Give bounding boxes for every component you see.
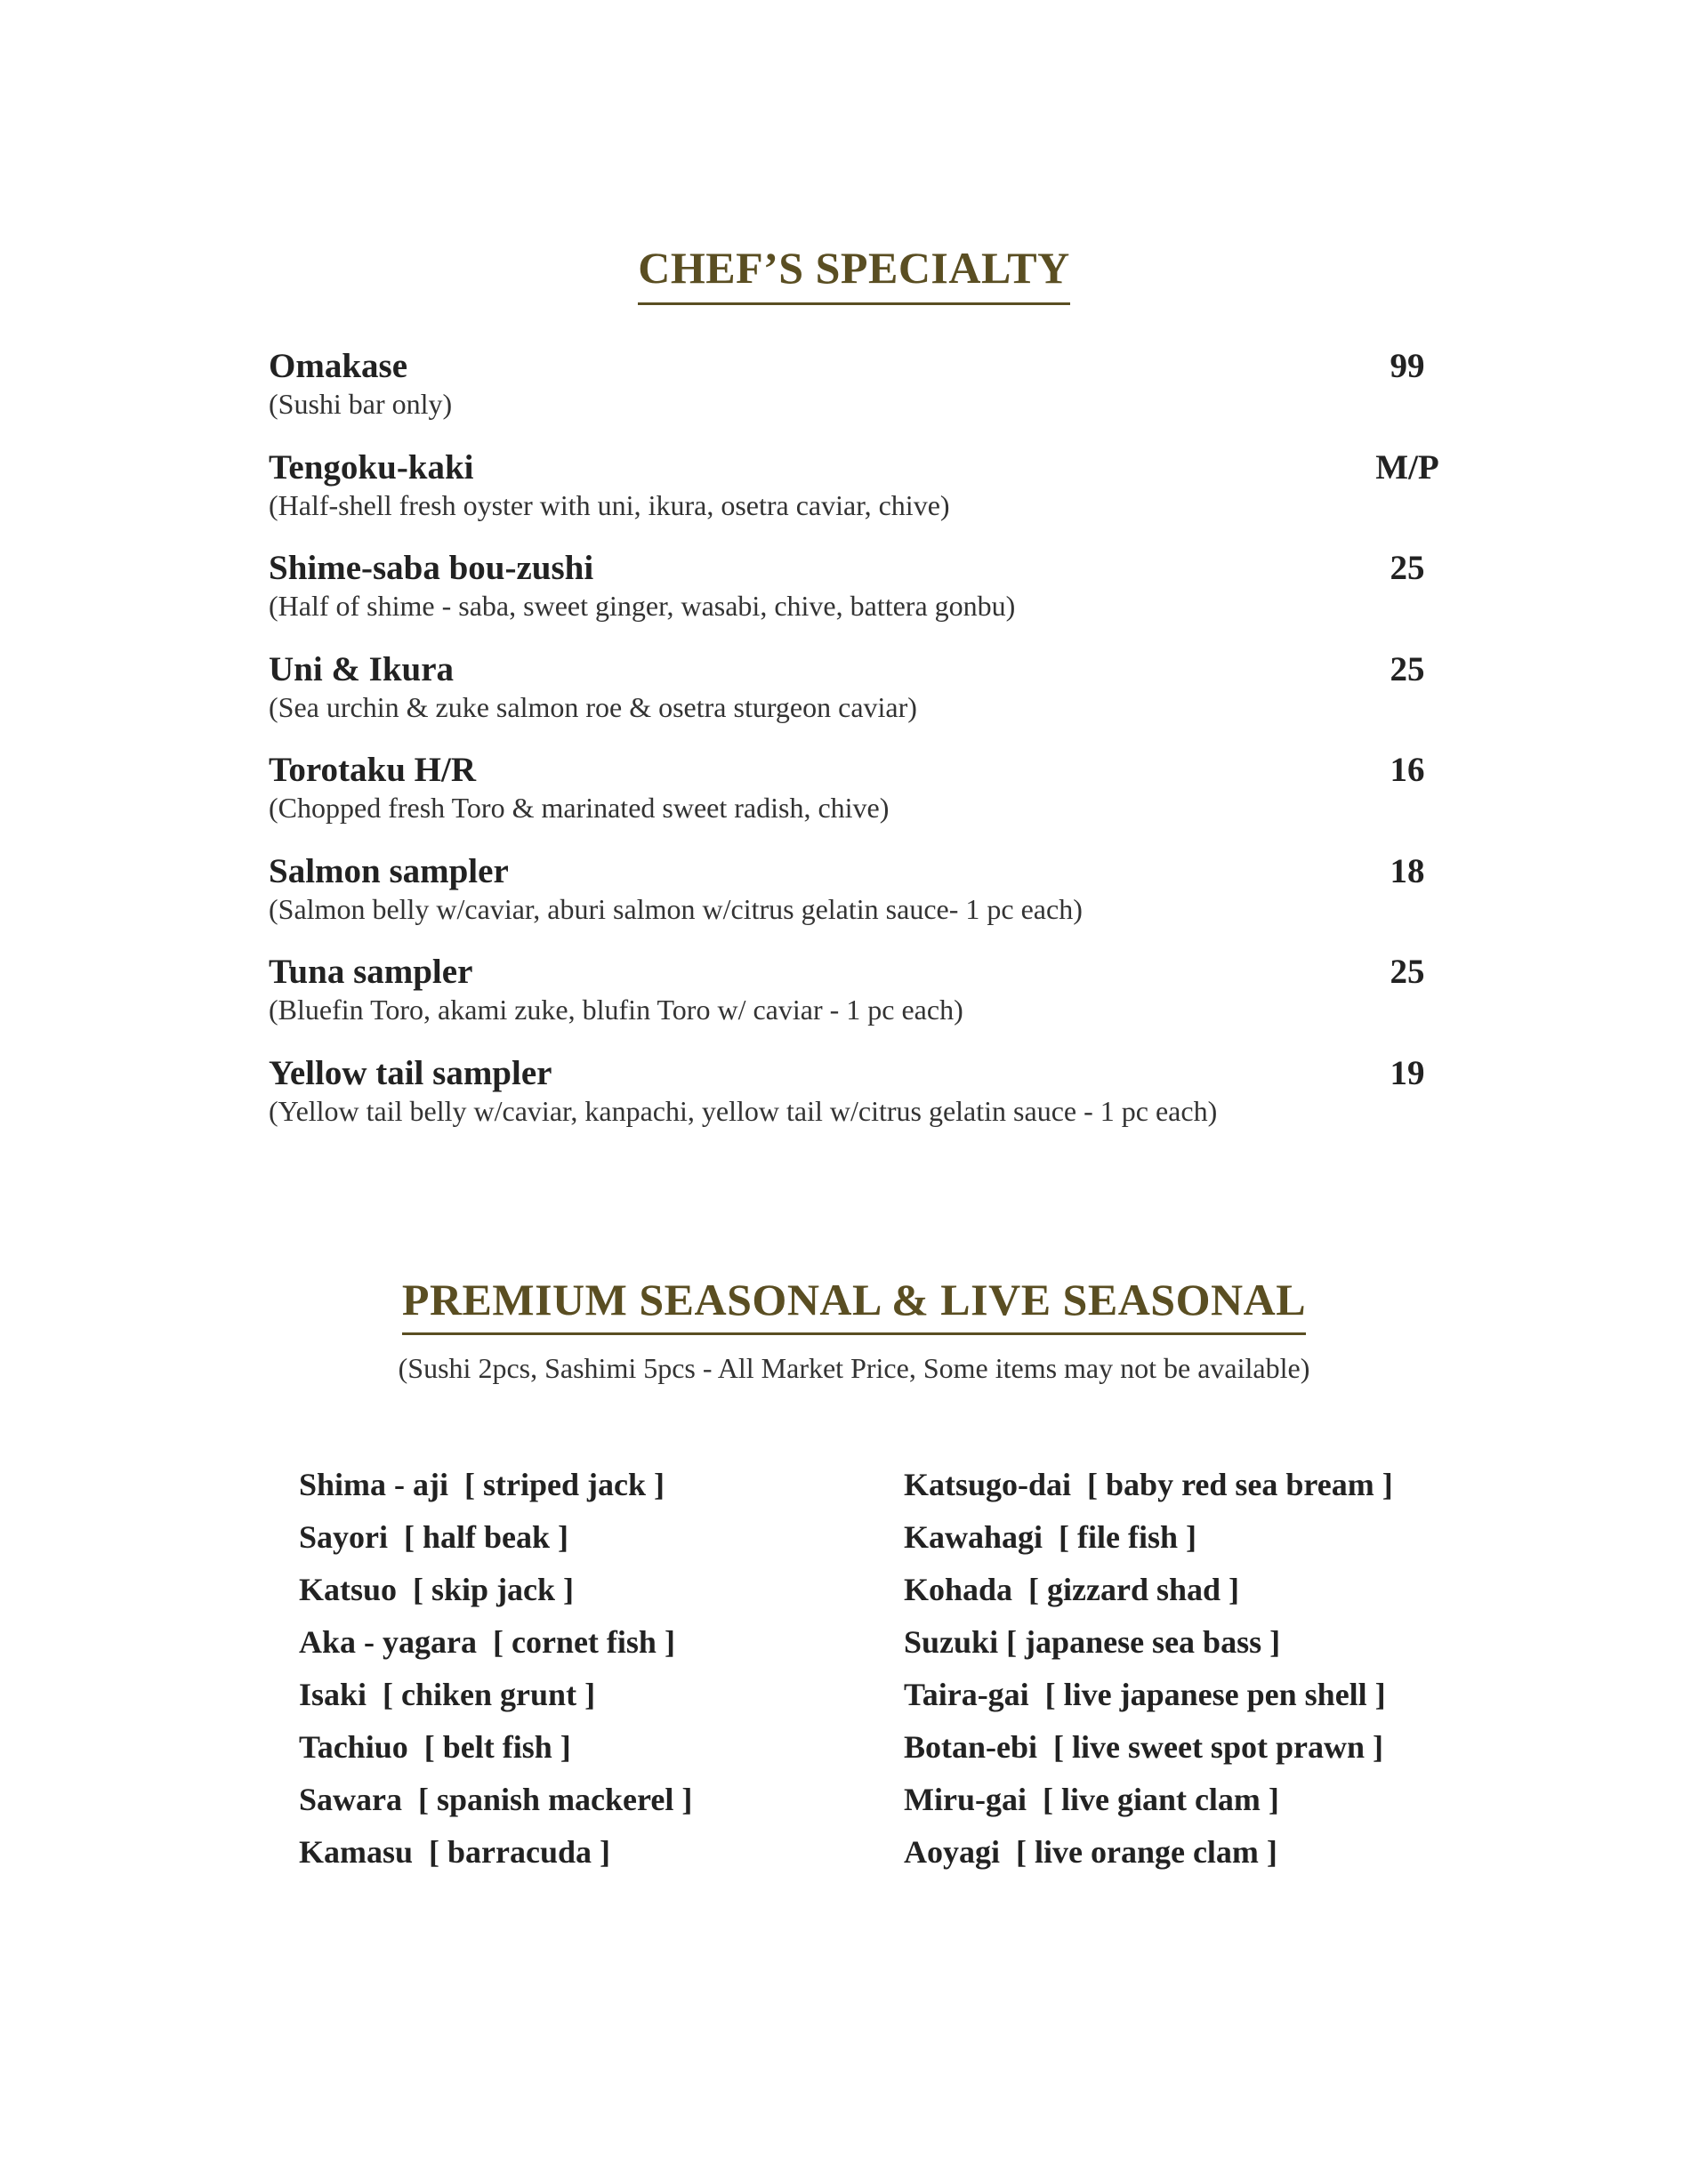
- seasonal-item: Isaki [ chiken grunt ]: [299, 1677, 596, 1712]
- seasonal-item: Sayori [ half beak ]: [299, 1519, 569, 1555]
- premium-seasonal-subtitle: (Sushi 2pcs, Sashimi 5pcs - All Market Price, Some items may not be available): [398, 1352, 1310, 1384]
- seasonal-list-right: [904, 1463, 1393, 1883]
- menu-item-name: Uni & Ikura: [269, 649, 455, 688]
- seasonal-item: Suzuki [ japanese sea bass ]: [904, 1624, 1281, 1660]
- seasonal-item: Kamasu [ barracuda ]: [299, 1834, 610, 1870]
- menu-item-description: (Yellow tail belly w/caviar, kanpachi, yellow tail w/citrus gelatin sauce - 1 pc each): [269, 1094, 1218, 1127]
- seasonal-item: Kawahagi [ file fish ]: [904, 1519, 1196, 1555]
- menu-item-price: 25: [1390, 549, 1425, 587]
- menu-item-price: 25: [1390, 649, 1425, 688]
- seasonal-item: Shima - aji [ striped jack ]: [299, 1467, 665, 1502]
- menu-item-name: Tuna sampler: [269, 953, 473, 991]
- menu-item: [269, 850, 1461, 952]
- seasonal-item: Sawara [ spanish mackerel ]: [299, 1782, 693, 1817]
- menu-item: [269, 345, 1461, 447]
- premium-seasonal-heading: [0, 1274, 1708, 1335]
- seasonal-list-left: [299, 1463, 692, 1883]
- menu-item-price: 18: [1390, 851, 1425, 890]
- menu-item-description: (Salmon belly w/caviar, aburi salmon w/citrus gelatin sauce- 1 pc each): [269, 892, 1083, 925]
- menu-item-name: Salmon sampler: [269, 851, 509, 890]
- menu-item-name: Omakase: [269, 347, 407, 385]
- seasonal-item: Tachiuo [ belt fish ]: [299, 1729, 571, 1765]
- seasonal-item: Botan-ebi [ live sweet spot prawn ]: [904, 1729, 1383, 1765]
- menu-item-price: 16: [1390, 751, 1425, 789]
- chefs-specialty-list: [269, 345, 1461, 1153]
- menu-item-price: 19: [1390, 1053, 1425, 1092]
- menu-item: [269, 951, 1461, 1052]
- menu-item: [269, 648, 1461, 750]
- menu-item-name: Shime-saba bou-zushi: [269, 549, 594, 587]
- menu-item-price: 99: [1390, 347, 1425, 385]
- seasonal-item: Miru-gai [ live giant clam ]: [904, 1782, 1279, 1817]
- menu-item-description: (Bluefin Toro, akami zuke, blufin Toro w/ caviar - 1 pc each): [269, 994, 963, 1026]
- menu-item-price: 25: [1390, 953, 1425, 991]
- premium-seasonal-title: PREMIUM SEASONAL & LIVE SEASONAL: [402, 1274, 1306, 1335]
- menu-item: [269, 547, 1461, 648]
- menu-item: [269, 1052, 1461, 1154]
- chefs-specialty-title: CHEF’S SPECIALTY: [638, 242, 1069, 305]
- menu-item-description: (Sea urchin & zuke salmon roe & osetra sturgeon caviar): [269, 690, 917, 723]
- menu-item-name: Yellow tail sampler: [269, 1053, 552, 1092]
- seasonal-item: Aka - yagara [ cornet fish ]: [299, 1624, 675, 1660]
- seasonal-item: Taira-gai [ live japanese pen shell ]: [904, 1677, 1386, 1712]
- menu-item: [269, 447, 1461, 548]
- seasonal-item: Katsugo-dai [ baby red sea bream ]: [904, 1467, 1393, 1502]
- menu-item-description: (Half of shime - saba, sweet ginger, wasabi, chive, battera gonbu): [269, 590, 1016, 622]
- menu-item-name: Torotaku H/R: [269, 751, 476, 789]
- menu-item-description: (Sushi bar only): [269, 388, 453, 420]
- chefs-specialty-heading: [0, 242, 1708, 305]
- menu-item: [269, 749, 1461, 850]
- seasonal-item: Kohada [ gizzard shad ]: [904, 1572, 1240, 1607]
- menu-item-description: (Chopped fresh Toro & marinated sweet radish, chive): [269, 792, 890, 824]
- menu-item-name: Tengoku-kaki: [269, 447, 474, 487]
- seasonal-item: Katsuo [ skip jack ]: [299, 1572, 575, 1607]
- seasonal-item: Aoyagi [ live orange clam ]: [904, 1834, 1277, 1870]
- menu-item-description: (Half-shell fresh oyster with uni, ikura, osetra caviar, chive): [269, 488, 950, 521]
- menu-item-price: M/P: [1375, 447, 1439, 487]
